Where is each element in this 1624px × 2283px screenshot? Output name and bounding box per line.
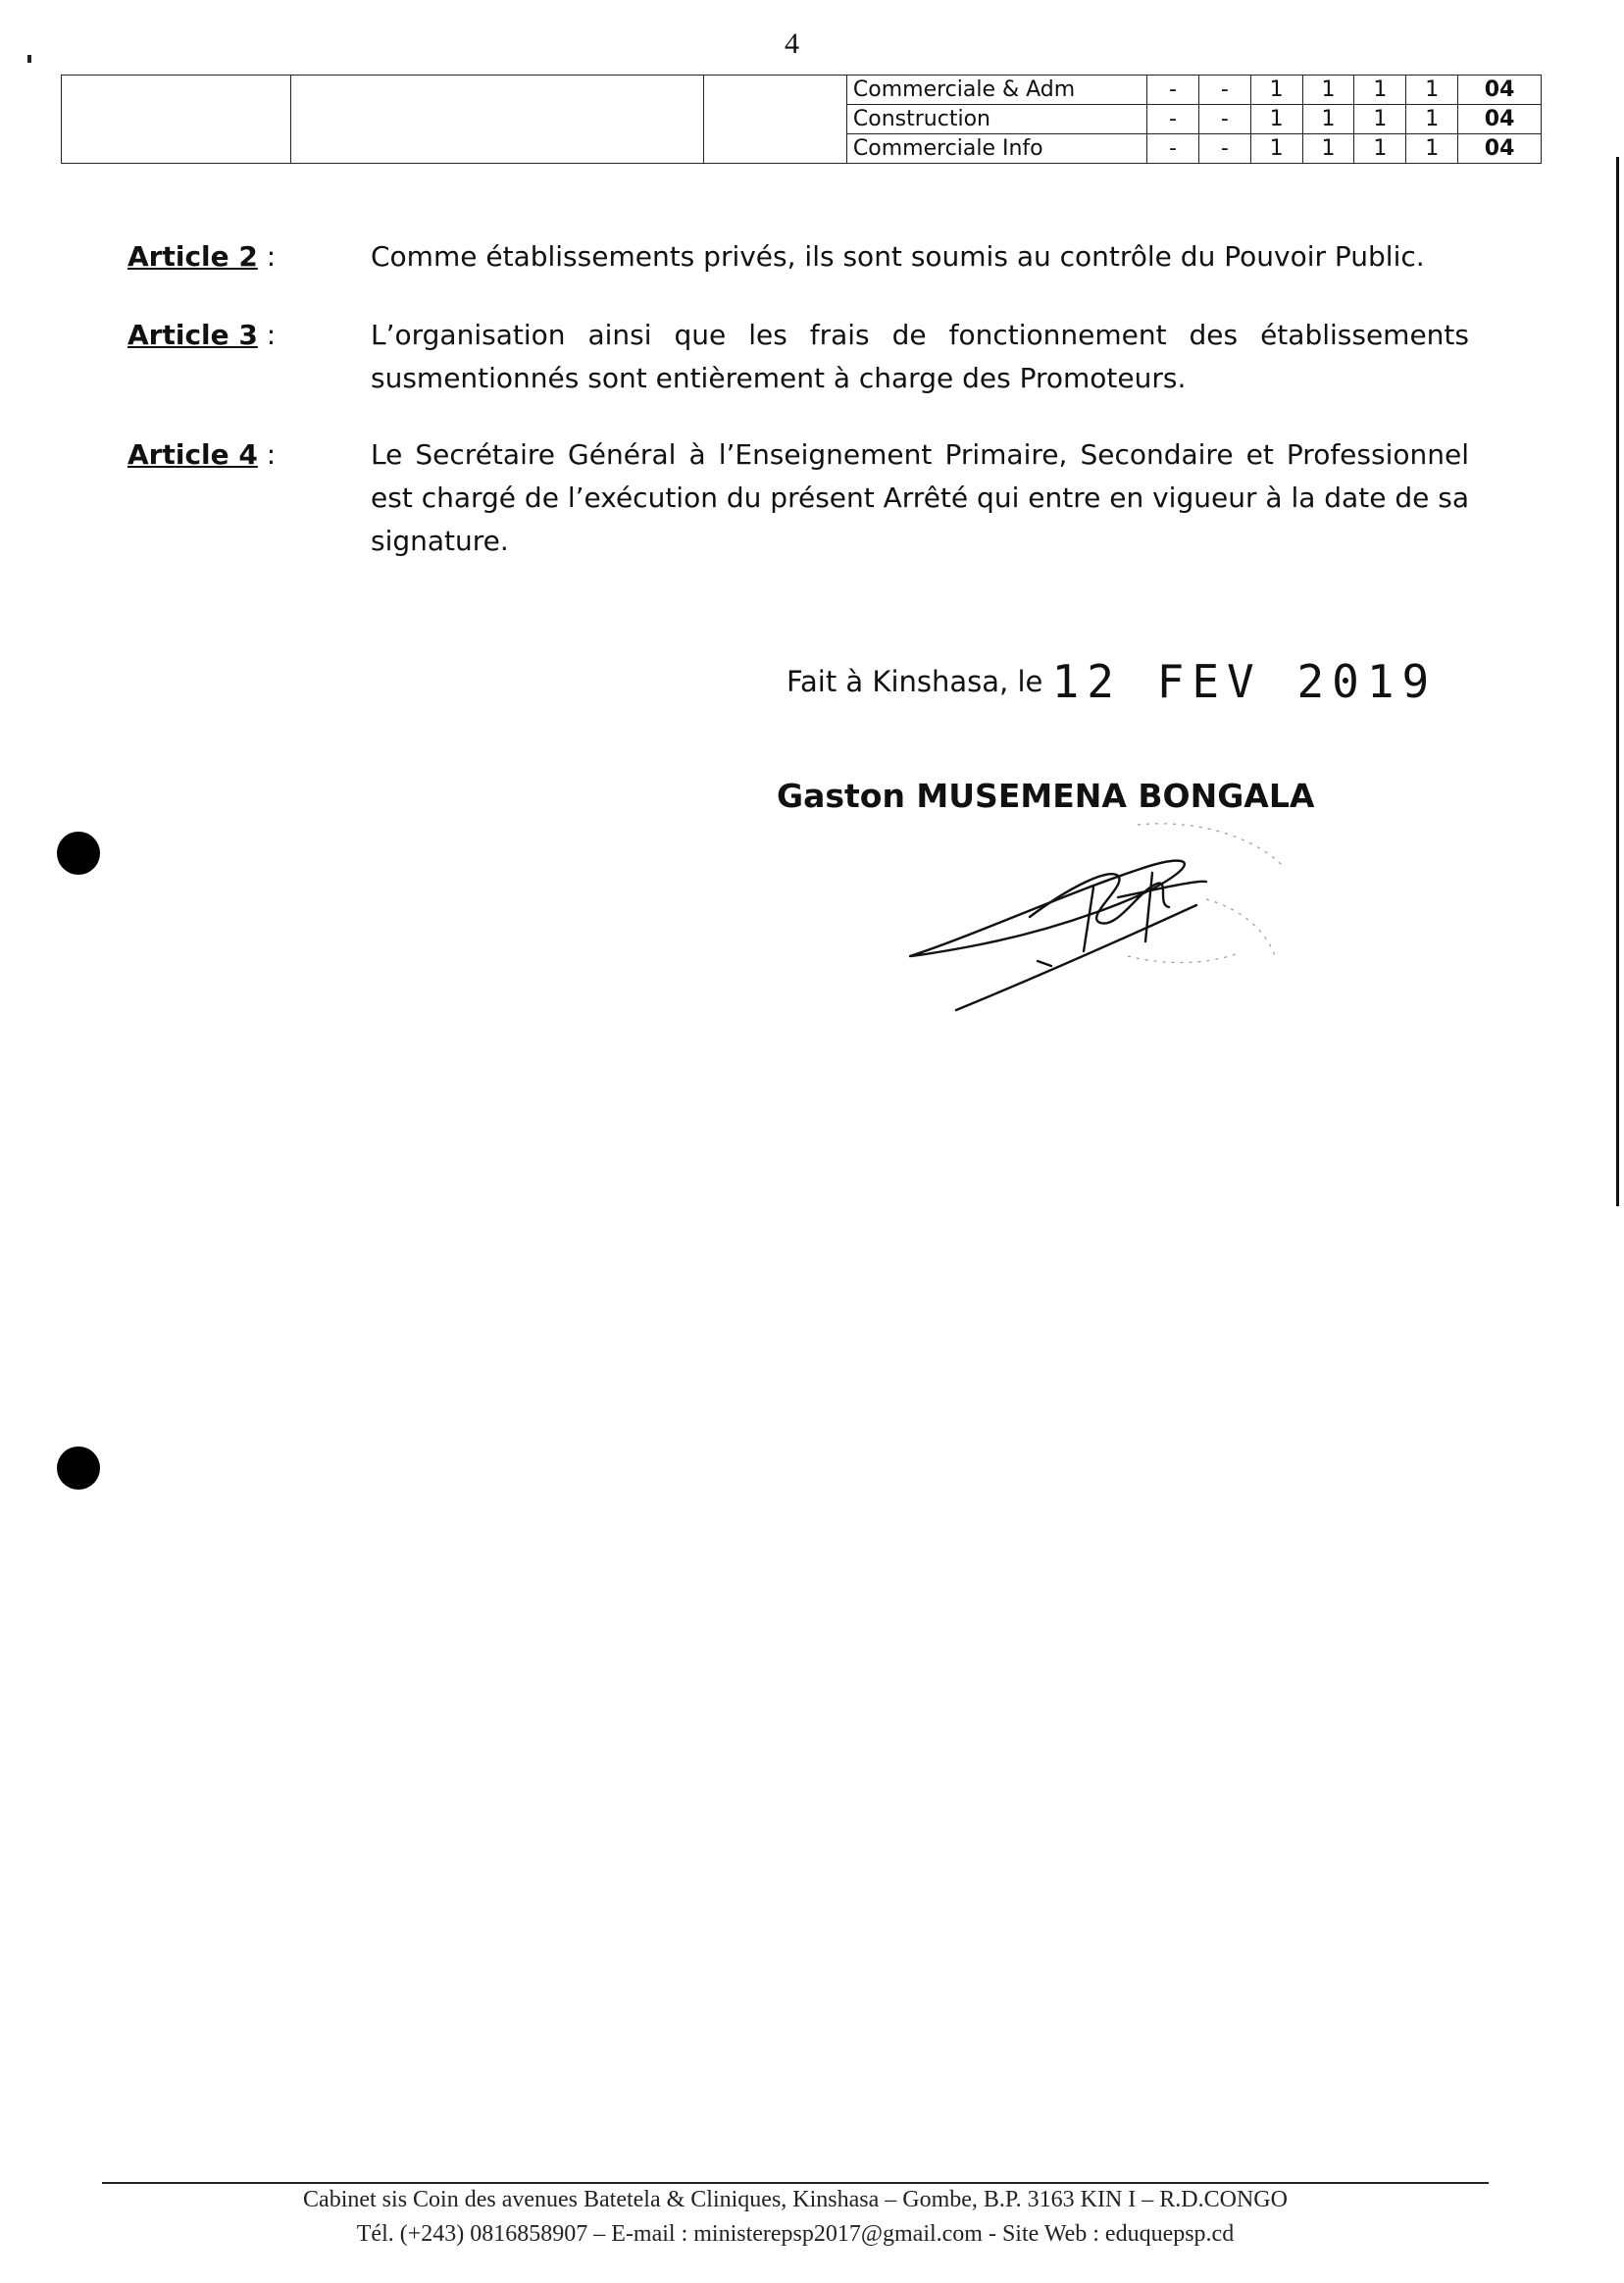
footer-address: Cabinet sis Coin des avenues Batetela & Cliniques, Kinshasa – Gombe, B.P. 3163 KIN I – R.D.CONGO — [303, 2187, 1288, 2212]
page-number: 4 — [785, 27, 799, 60]
total-cell: 04 — [1458, 105, 1542, 134]
count-cell: - — [1198, 134, 1250, 164]
table-cell-empty — [703, 76, 846, 164]
count-cell: 1 — [1250, 76, 1302, 105]
count-cell: 1 — [1302, 105, 1354, 134]
total-cell: 04 — [1458, 134, 1542, 164]
article-heading: Article 3 — [127, 319, 258, 351]
count-cell: 1 — [1354, 76, 1406, 105]
table-cell-empty — [290, 76, 703, 164]
count-cell: 1 — [1406, 134, 1458, 164]
article-label: Article 2 : — [127, 240, 277, 273]
section-name-cell: Commerciale Info — [846, 134, 1146, 164]
handwritten-signature — [883, 819, 1353, 1035]
table-row — [62, 76, 1542, 105]
margin-mark — [27, 55, 31, 63]
count-cell: - — [1147, 76, 1199, 105]
punch-hole — [57, 1446, 100, 1490]
article-heading: Article 4 — [127, 438, 258, 471]
count-cell: 1 — [1250, 134, 1302, 164]
article-heading: Article 2 — [127, 240, 258, 273]
table-cell-empty — [62, 76, 291, 164]
count-cell: - — [1147, 134, 1199, 164]
article-text: Le Secrétaire Général à l’Enseignement Primaire, Secondaire et Professionnel est chargé de l’exécution du présent Arrêté qui entre en vigueur à la date de sa signature. — [371, 438, 1469, 557]
count-cell: 1 — [1406, 76, 1458, 105]
count-cell: 1 — [1354, 105, 1406, 134]
punch-hole — [57, 832, 100, 875]
date-stamp: 12 FEV 2019 — [1051, 655, 1438, 708]
article-label: Article 3 : — [127, 319, 277, 351]
article-text: Comme établissements privés, ils sont soumis au contrôle du Pouvoir Public. — [371, 240, 1425, 273]
footer-contact: Tél. (+243) 0816858907 – E-mail : ministerepsp2017@gmail.com - Site Web : eduquepsp.cd — [356, 2221, 1235, 2247]
count-cell: 1 — [1354, 134, 1406, 164]
school-allocation-table — [61, 75, 1542, 164]
count-cell: - — [1198, 76, 1250, 105]
count-cell: - — [1147, 105, 1199, 134]
signatory-name: Gaston MUSEMENA BONGALA — [777, 777, 1315, 815]
place-prefix: Fait à Kinshasa, le — [787, 665, 1043, 698]
place-and-date — [787, 655, 1437, 708]
article-label: Article 4 : — [127, 438, 277, 471]
count-cell: 1 — [1406, 105, 1458, 134]
section-name-cell: Commerciale & Adm — [846, 76, 1146, 105]
article-text: L’organisation ainsi que les frais de fonctionnement des établissements susmentionnés sont entièrement à charge des Promoteurs. — [371, 319, 1469, 394]
scan-edge-line — [1616, 157, 1619, 1206]
count-cell: 1 — [1250, 105, 1302, 134]
count-cell: 1 — [1302, 134, 1354, 164]
count-cell: 1 — [1302, 76, 1354, 105]
total-cell: 04 — [1458, 76, 1542, 105]
section-name-cell: Construction — [846, 105, 1146, 134]
footer-divider — [102, 2182, 1489, 2184]
count-cell: - — [1198, 105, 1250, 134]
